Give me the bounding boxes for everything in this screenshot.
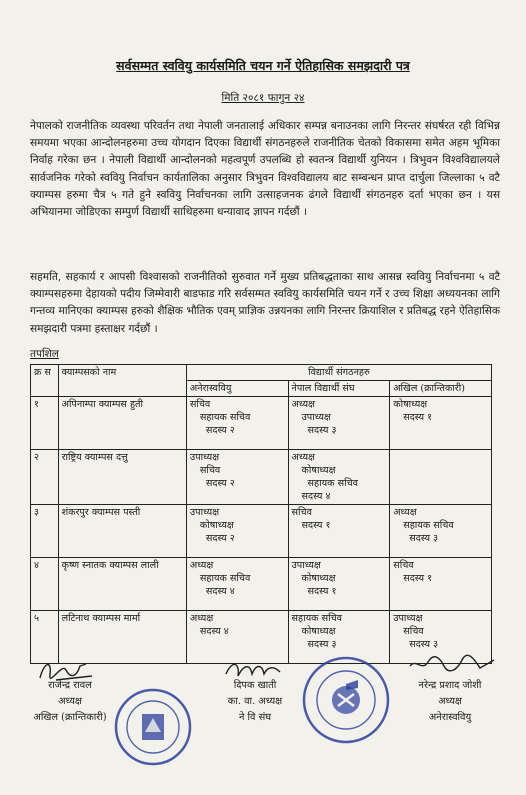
- position-entry: सदस्य २: [205, 478, 235, 489]
- position-allocation-table: [30, 364, 492, 664]
- signature-scribble-3: [406, 652, 498, 680]
- position-entry: सहायक सचिव: [291, 613, 342, 624]
- table-row: [31, 450, 492, 505]
- signatory-role: अध्यक्ष: [438, 696, 462, 707]
- signatory-name: दिपक खाती: [233, 680, 277, 691]
- stamp-seal-right: [300, 654, 392, 746]
- serial-cell: ४: [31, 558, 59, 611]
- position-entry: सदस्य ४: [199, 626, 229, 637]
- position-entry: सहायक सचिव: [403, 520, 454, 531]
- position-cell: [186, 505, 288, 558]
- campus-name-cell: कृष्ण स्नातक क्याम्पस लाली: [58, 558, 186, 611]
- position-cell: [288, 558, 390, 611]
- position-entry: कोषाध्यक्ष: [393, 399, 428, 410]
- position-entry: कोषाध्यक्ष: [199, 520, 234, 531]
- position-entry: सदस्य ३: [307, 639, 337, 650]
- position-entry: कोषाध्यक्ष: [301, 626, 336, 637]
- signatory-role: का. वा. अध्यक्ष: [227, 696, 283, 707]
- position-entry: सहायक सचिव: [199, 573, 251, 584]
- position-entry: सदस्य ४: [205, 586, 235, 597]
- position-entry: सदस्य १: [403, 412, 433, 423]
- position-cell: [390, 397, 492, 450]
- position-entry: सचिव: [393, 560, 414, 571]
- signatory-org: अनेरास्ववियु: [428, 712, 472, 723]
- position-entry: उपाध्यक्ष: [393, 613, 423, 624]
- position-entry: सदस्य १: [307, 586, 337, 597]
- header-org: अनेरास्ववियु: [186, 381, 288, 397]
- intro-paragraph: नेपालको राजनीतिक व्यवस्था परिवर्तन तथा नेपाली जनतालाई अधिकार सम्पन्न बनाउनका लागि निरन्तर संघर्षरत रही विभिन्न समयमा भएका आन्दोलनहरुमा उच्च योगदान दिएका विद्यार्थी संगठनहरुले राजनीतिक चेतको विकासमा समेत अहम भूमिका निर्वाह गरेका छन । नेपाली विद्यार्थी आन्दोलनको महत्वपूर्ण उपलब्धि हो स्वतन्त्र विद्यार्थी युनियन । त्रिभुवन विश्वविद्यालयले सार्वजनिक गरेको स्ववियु निर्वाचन कार्यतालिका अनुसार त्रिभुवन विश्वविद्यालय बाट सम्बन्धन प्राप्त दार्चुला जिल्लाका ५ वटै क्याम्पस हरुमा चैत्र ५ गते हुने स्ववियु निर्वाचनका लागि उत्साहजनक ढंगले विद्यार्थी संगठनहरु दर्ता भएका छन । यस अभियानमा जोडिएका सम्पुर्ण विद्यार्थी साथिहरुमा धन्यावाद ज्ञापन गर्दछौं ।: [30, 120, 500, 219]
- serial-cell: ५: [31, 611, 59, 664]
- position-cell: [288, 397, 390, 450]
- campus-name-cell: लटिनाथ क्याम्पस मार्मा: [58, 611, 186, 664]
- position-entry: सचिव: [199, 465, 221, 476]
- signatory-role: अध्यक्ष: [58, 696, 82, 707]
- position-entry: अध्यक्ष: [393, 507, 417, 518]
- position-entry: सदस्य २: [205, 425, 235, 436]
- position-cell: [390, 450, 492, 505]
- table-body: [31, 397, 492, 664]
- table-row: [31, 505, 492, 558]
- position-entry: अध्यक्ष: [189, 560, 214, 571]
- signatory-org: ने वि संघ: [238, 712, 272, 723]
- header-org: अखिल (क्रान्तिकारी): [390, 381, 492, 397]
- serial-cell: २: [31, 450, 59, 505]
- header-campus: क्याम्पसको नाम: [58, 365, 186, 397]
- position-entry: उपाध्यक्ष: [189, 507, 220, 518]
- table-row: [31, 558, 492, 611]
- agreement-paragraph: सहमति, सहकार्य र आपसी विश्वासको राजनीतिको सुरुवात गर्ने मुख्य प्रतिबद्धताका साथ आसन्न स्ववियु निर्वाचनमा ५ वटै क्याम्पसहरुमा देहायको पदीय जिम्मेवारी बाडफाड गरि सर्वसम्मत स्ववियु कार्यसमिति चयन गर्ने र उच्च शिक्षा अध्ययनका लागि गन्तव्य मानिएका क्याम्पस हरुको शैक्षिक भौतिक एवम् प्राज्ञिक उन्नयनका लागि निरन्तर क्रियाशिल र प्रतिबद्ध रहने ऐतिहासिक समझदारी पत्रमा हस्ताक्षर गर्दछौं ।: [30, 271, 500, 335]
- position-entry: सदस्य १: [403, 573, 433, 584]
- signatory-name: राजेन्द्र रावल: [48, 680, 92, 691]
- signatory-3: [388, 678, 512, 726]
- position-entry: सदस्य ४: [301, 491, 331, 502]
- position-entry: सदस्य १: [301, 520, 331, 531]
- campus-name-cell: अपिनाम्पा क्याम्पस हुती: [58, 397, 186, 450]
- campus-name-cell: राष्ट्रिय क्याम्पस दत्तु: [58, 450, 186, 505]
- signatory-org: अखिल (क्रान्तिकारी): [33, 712, 107, 723]
- position-entry: अध्यक्ष: [189, 613, 214, 624]
- position-entry: सहायक सचिव: [307, 478, 358, 489]
- position-entry: सदस्य ३: [409, 533, 439, 544]
- header-org: नेपाल विद्यार्थी संघ: [288, 381, 390, 397]
- position-cell: [186, 558, 288, 611]
- position-entry: सहायक सचिव: [199, 412, 251, 423]
- table-row: [31, 397, 492, 450]
- position-entry: कोषाध्यक्ष: [301, 465, 336, 476]
- position-entry: उपाध्यक्ष: [291, 560, 321, 571]
- position-entry: सदस्य ३: [409, 639, 439, 650]
- position-entry: सदस्य २: [205, 533, 235, 544]
- campus-name-cell: शंकरपुर क्याम्पस पस्ती: [58, 505, 186, 558]
- position-entry: अध्यक्ष: [291, 399, 315, 410]
- header-student-organizations: विद्यार्थी संगठनहरु: [186, 365, 491, 381]
- document-date: मिति २०८१ फागुन २४: [221, 92, 305, 104]
- details-heading: तपशिल: [30, 348, 59, 360]
- signatory-name: नरेन्द्र प्रशाद जोशी: [418, 680, 482, 691]
- position-entry: अध्यक्ष: [291, 452, 315, 463]
- position-entry: सचिव: [403, 626, 424, 637]
- document-title: सर्वसम्मत स्ववियु कार्यसमिति चयन गर्ने ऐतिहासिक समझदारी पत्र: [116, 58, 410, 73]
- position-cell: [390, 558, 492, 611]
- position-cell: [186, 397, 288, 450]
- position-entry: कोषाध्यक्ष: [301, 573, 336, 584]
- header-serial: क्र स: [31, 365, 59, 397]
- position-entry: सदस्य ३: [307, 425, 337, 436]
- position-cell: [288, 450, 390, 505]
- position-entry: सचिव: [189, 399, 211, 410]
- position-entry: सचिव: [291, 507, 312, 518]
- position-cell: [390, 505, 492, 558]
- signatory-1: [18, 678, 122, 726]
- signatory-2: [200, 678, 310, 726]
- position-cell: [288, 505, 390, 558]
- serial-cell: १: [31, 397, 59, 450]
- serial-cell: ३: [31, 505, 59, 558]
- stamp-seal-left: [112, 686, 194, 768]
- position-entry: उपाध्यक्ष: [189, 452, 220, 463]
- position-entry: उपाध्यक्ष: [301, 412, 331, 423]
- position-cell: [186, 450, 288, 505]
